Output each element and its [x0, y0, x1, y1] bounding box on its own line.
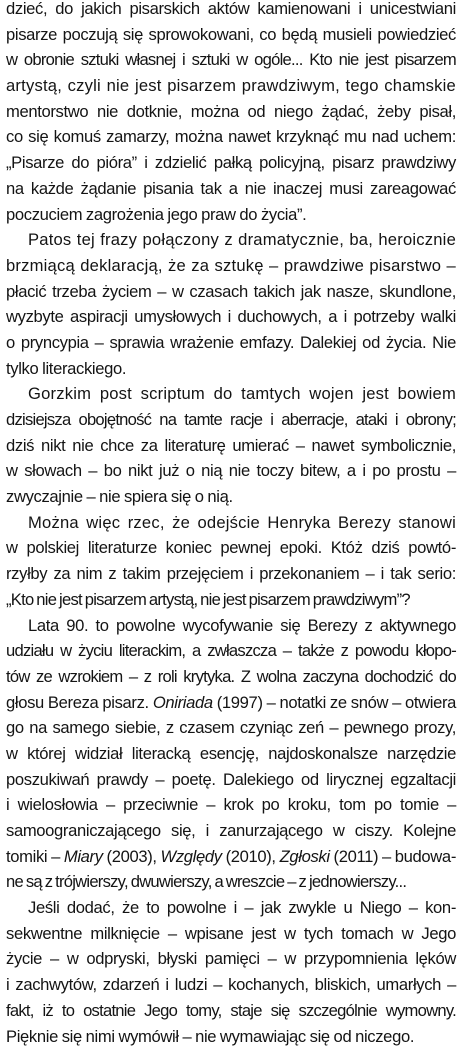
text-line: Pięknie się nimi wymówił – nie wymawiając się od niczego. [6, 1024, 456, 1049]
text-line: dzieć, do jakich pisarskich aktów kamienowani i unicestwiani [6, 0, 456, 22]
text-line: „Kto nie jest pisarzem artystą, nie jest pisarzem prawdziwym”? [6, 587, 456, 613]
text-line: brzmiącą deklaracją, że za sztukę – prawdziwe pisarstwo – [6, 253, 456, 279]
paragraph-2 [6, 227, 456, 381]
text-line: Można więc rzec, że odejście Henryka Berezy stanowi [6, 510, 456, 536]
text-line: go na samego siebie, z czasem czyniąc zeń – pewnego prozy, [6, 715, 456, 741]
text-line: wyzbyte aspiracji umysłowych i duchowych, a i potrzeby walki [6, 304, 456, 330]
text-line: w której widział literacką esencję, najdoskonalsze narzędzie [6, 741, 456, 767]
text-line: ne są z trójwierszy, dwuwierszy, a wreszcie – z jednowierszy... [6, 869, 456, 895]
text-line: dzisiejsza obojętność na tamte racje i aberracje, ataki i obrony; [6, 407, 456, 433]
text-line: samoograniczającego się, i zanurzającego w ciszy. Kolejne [6, 818, 456, 844]
text-line: Lata 90. to powolne wycofywanie się Berezy z aktywnego [6, 613, 456, 639]
text-line: zwyczajnie – nie spiera się o nią. [6, 484, 456, 510]
text-line: tów ze wzrokiem – z roli krytyka. Z wolna zaczyna dochodzić do [6, 664, 456, 690]
text-line: sekwentne milknięcie – wpisane jest w tych tomach w Jego [6, 921, 456, 947]
text-line: poszukiwań prawdy – poetę. Dalekiego od lirycznej egzaltacji [6, 767, 456, 793]
paragraph-4 [6, 510, 456, 613]
text-line: dziś nikt nie chce za literaturę umierać – nawet symbolicznie, [6, 433, 456, 459]
text-line: co się komuś zamarzy, można nawet krzyknąć mu nad uchem: [6, 124, 456, 150]
text-run: głosu Bereza pisarz. [6, 693, 153, 712]
text-line: Gorzkim post scriptum do tamtych wojen jest bowiem [6, 381, 456, 407]
text-line: pisarze poczują się sprowokowani, co będą musieli powiedzieć [6, 22, 456, 48]
text-run: (1997) – notatki ze snów – otwiera [213, 693, 456, 712]
text-run: (2010), [222, 847, 280, 866]
text-line: „Pisarze do pióra” i zdzielić pałką policyjną, pisarz prawdziwy [6, 150, 456, 176]
text-line [6, 690, 456, 716]
book-title-zgloski: Zgłoski [280, 847, 330, 866]
text-line: tylko literackiego. [6, 356, 456, 382]
paragraph-5 [6, 613, 456, 896]
text-line: mentorstwo nie dotknie, można od niego żądać, żeby pisał, [6, 99, 456, 125]
book-title-miary: Miary [64, 847, 103, 866]
paragraph-3 [6, 381, 456, 509]
text-line: fakt, iż to ostatnie Jego tomy, staje się szczególnie wymowny. [6, 998, 456, 1024]
text-line: poczuciem zagrożenia jego praw do życia”. [6, 202, 456, 228]
text-line: płacić trzeba życiem – w czasach takich jak nasze, skundlone, [6, 279, 456, 305]
text-run: (2011) – budowa- [330, 847, 456, 866]
text-line: rzyłby za nim z takim przejęciem i przekonaniem – i tak serio: [6, 561, 456, 587]
text-line [6, 844, 456, 870]
document-page [6, 0, 456, 900]
text-line: udziału w życiu literackim, a zwłaszcza – także z powodu kłopo- [6, 638, 456, 664]
text-run: tomiki – [6, 847, 64, 866]
text-line: w polskiej literaturze koniec pewnej epoki. Któż dziś powtó- [6, 535, 456, 561]
text-line: życie – w odpryski, błyski pamięci – w przypomnienia lęków [6, 946, 456, 972]
text-line: i wielosłowia – przeciwnie – krok po kroku, tom po tomie – [6, 792, 456, 818]
text-line: w obronie sztuki własnej i sztuki w ogóle... Kto nie jest pisarzem [6, 47, 456, 73]
text-run: (2003), [103, 847, 161, 866]
book-title-wzgledy: Względy [161, 847, 222, 866]
text-line: w słowach – bo nikt już o nią nie toczy bitew, a i po prostu – [6, 458, 456, 484]
text-line: Jeśli dodać, że to powolne i – jak zwykle u Niego – kon- [6, 895, 456, 921]
text-line: Patos tej frazy połączony z dramatycznie, ba, heroicznie [6, 227, 456, 253]
paragraph-6 [6, 895, 456, 1049]
text-line: na każde żądanie pisania tak a nie inaczej musi zareagować [6, 176, 456, 202]
paragraph-1 [6, 0, 456, 227]
text-line: i zachwytów, zdarzeń i ludzi – kochanych, bliskich, umarłych – [6, 972, 456, 998]
book-title-oniriada: Oniriada [153, 693, 213, 712]
text-line: o pryncypia – sprawia wrażenie emfazy. Dalekiej od życia. Nie [6, 330, 456, 356]
text-line: artystą, czyli nie jest pisarzem prawdziwym, tego chamskie [6, 73, 456, 99]
